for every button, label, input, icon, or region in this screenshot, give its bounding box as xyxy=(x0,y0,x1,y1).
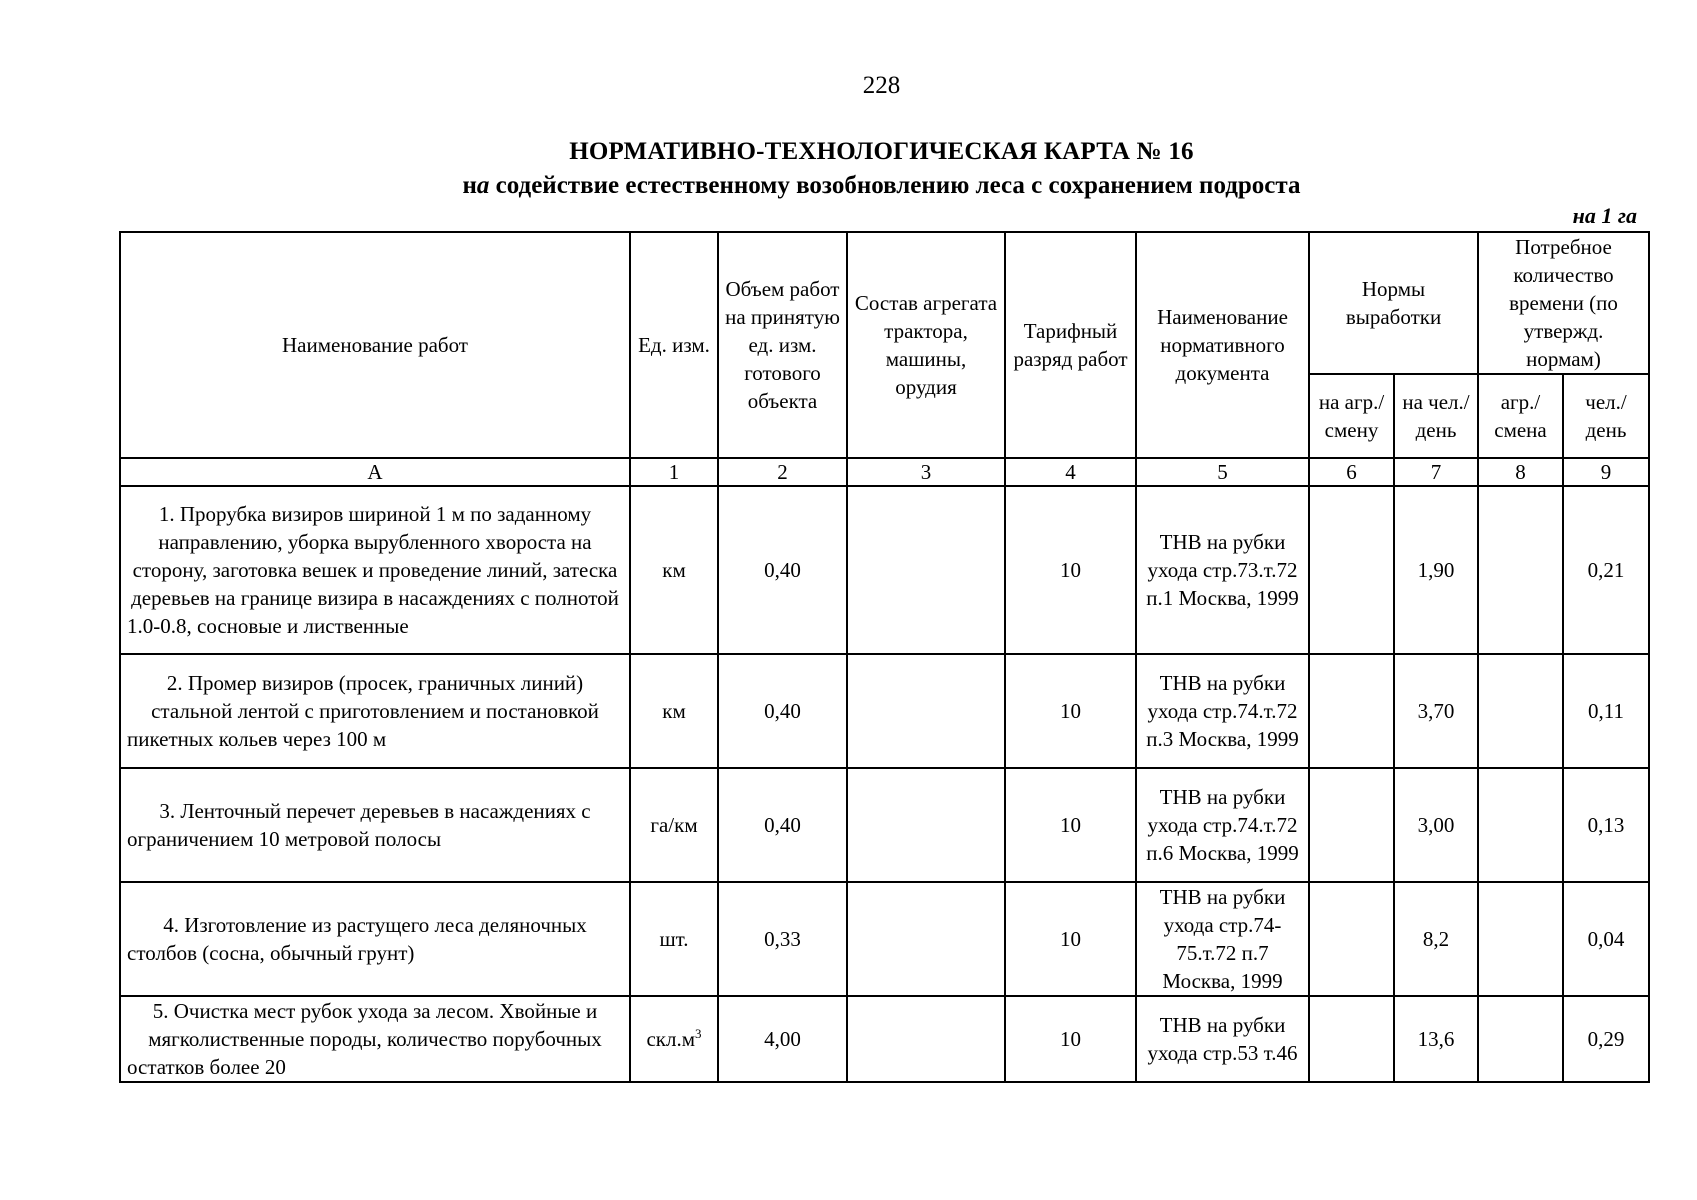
subtitle-italic: а xyxy=(476,172,490,199)
header-norms: Нормы выработки xyxy=(1309,232,1478,374)
column-number: 7 xyxy=(1394,458,1478,486)
volume-cell: 0,40 xyxy=(718,486,847,654)
time-agr-cell xyxy=(1478,486,1563,654)
norm-man-cell: 3,00 xyxy=(1394,768,1478,882)
document-cell: ТНВ на рубки ухода стр.53 т.46 xyxy=(1136,996,1309,1082)
table-row xyxy=(120,996,1649,1082)
unit-cell xyxy=(630,996,718,1082)
tariff-cell: 10 xyxy=(1005,486,1136,654)
table-row xyxy=(120,768,1649,882)
header-tariff: Тарифный разряд работ xyxy=(1005,232,1136,458)
document-cell: ТНВ на рубки ухода стр.73.т.72 п.1 Москва, 1999 xyxy=(1136,486,1309,654)
norm-man-cell: 13,6 xyxy=(1394,996,1478,1082)
norm-man-cell: 3,70 xyxy=(1394,654,1478,768)
work-name: 5. Очистка мест рубок ухода за лесом. Хвойные и мягколиственные породы, количество порубочных остатков более 20 xyxy=(120,996,630,1082)
unit-note: на 1 га xyxy=(1572,203,1637,228)
work-name: 4. Изготовление из растущего леса деляночных столбов (сосна, обычный грунт) xyxy=(120,882,630,996)
header-norm-man: на чел./ день xyxy=(1394,374,1478,458)
subtitle-prefix: н xyxy=(462,172,477,199)
header-volume: Объем работ на принятую ед. изм. готового объекта xyxy=(718,232,847,458)
time-man-cell: 0,11 xyxy=(1563,654,1649,768)
header-norm-agr: на агр./ смену xyxy=(1309,374,1394,458)
table-row xyxy=(120,882,1649,996)
column-number: 8 xyxy=(1478,458,1563,486)
composition-cell xyxy=(847,654,1005,768)
column-number: 4 xyxy=(1005,458,1136,486)
column-number: А xyxy=(120,458,630,486)
tariff-cell: 10 xyxy=(1005,768,1136,882)
volume-cell: 0,40 xyxy=(718,654,847,768)
tariff-cell: 10 xyxy=(1005,654,1136,768)
header-row xyxy=(120,232,1649,374)
column-number: 1 xyxy=(630,458,718,486)
volume-cell: 0,33 xyxy=(718,882,847,996)
column-number: 6 xyxy=(1309,458,1394,486)
composition-cell xyxy=(847,882,1005,996)
time-agr-cell xyxy=(1478,654,1563,768)
norm-agr-cell xyxy=(1309,882,1394,996)
column-number: 9 xyxy=(1563,458,1649,486)
page-number: 228 xyxy=(862,72,901,99)
work-name: 3. Ленточный перечет деревьев в насаждениях с ограничением 10 метровой полосы xyxy=(120,768,630,882)
header-document: Наименование нормативного документа xyxy=(1136,232,1309,458)
volume-cell: 0,40 xyxy=(718,768,847,882)
time-agr-cell xyxy=(1478,768,1563,882)
time-man-cell: 0,29 xyxy=(1563,996,1649,1082)
volume-cell: 4,00 xyxy=(718,996,847,1082)
unit-text: км xyxy=(662,558,686,582)
header-time-man: чел./ день xyxy=(1563,374,1649,458)
unit-text: скл.м xyxy=(646,1027,696,1051)
header-time: Потребное количество времени (по утвержд. нормам) xyxy=(1478,232,1649,374)
unit-cell xyxy=(630,882,718,996)
document-subtitle xyxy=(0,172,1697,200)
header-name: Наименование работ xyxy=(120,232,630,458)
column-number: 5 xyxy=(1136,458,1309,486)
unit-cell xyxy=(630,486,718,654)
norm-agr-cell xyxy=(1309,654,1394,768)
work-name: 1. Прорубка визиров шириной 1 м по заданному направлению, уборка вырубленного хвороста на сторону, заготовка вешек и проведение линий, затеска деревьев на границе визира в насаждениях с полнотой 1.0-0.8, сосновые и лиственные xyxy=(120,486,630,654)
unit-cell xyxy=(630,654,718,768)
unit-superscript: 3 xyxy=(695,1026,702,1041)
table-row xyxy=(120,486,1649,654)
composition-cell xyxy=(847,768,1005,882)
unit-cell xyxy=(630,768,718,882)
time-man-cell: 0,21 xyxy=(1563,486,1649,654)
header-time-agr: агр./ смена xyxy=(1478,374,1563,458)
document-cell: ТНВ на рубки ухода стр.74.т.72 п.6 Москва, 1999 xyxy=(1136,768,1309,882)
time-man-cell: 0,13 xyxy=(1563,768,1649,882)
unit-text: га/км xyxy=(650,813,698,837)
document-cell: ТНВ на рубки ухода стр.74.т.72 п.3 Москва, 1999 xyxy=(1136,654,1309,768)
column-number: 2 xyxy=(718,458,847,486)
norm-table xyxy=(119,231,1650,1083)
time-agr-cell xyxy=(1478,882,1563,996)
table-row xyxy=(120,654,1649,768)
composition-cell xyxy=(847,996,1005,1082)
unit-text: км xyxy=(662,699,686,723)
norm-agr-cell xyxy=(1309,768,1394,882)
norm-man-cell: 8,2 xyxy=(1394,882,1478,996)
document-title: НОРМАТИВНО-ТЕХНОЛОГИЧЕСКАЯ КАРТА № 16 xyxy=(569,138,1194,165)
norm-agr-cell xyxy=(1309,486,1394,654)
header-unit: Ед. изм. xyxy=(630,232,718,458)
norm-agr-cell xyxy=(1309,996,1394,1082)
document-cell: ТНВ на рубки ухода стр.74-75.т.72 п.7 Москва, 1999 xyxy=(1136,882,1309,996)
header-composition: Состав агрегата трактора, машины, орудия xyxy=(847,232,1005,458)
column-number-row xyxy=(120,458,1649,486)
unit-text: шт. xyxy=(659,927,689,951)
subtitle-rest: содействие естественному возобновлению леса с сохранением подроста xyxy=(489,172,1301,199)
work-name: 2. Промер визиров (просек, граничных линий) стальной лентой с приготовлением и постановкой пикетных кольев через 100 м xyxy=(120,654,630,768)
tariff-cell: 10 xyxy=(1005,996,1136,1082)
norm-man-cell: 1,90 xyxy=(1394,486,1478,654)
time-man-cell: 0,04 xyxy=(1563,882,1649,996)
composition-cell xyxy=(847,486,1005,654)
time-agr-cell xyxy=(1478,996,1563,1082)
tariff-cell: 10 xyxy=(1005,882,1136,996)
column-number: 3 xyxy=(847,458,1005,486)
